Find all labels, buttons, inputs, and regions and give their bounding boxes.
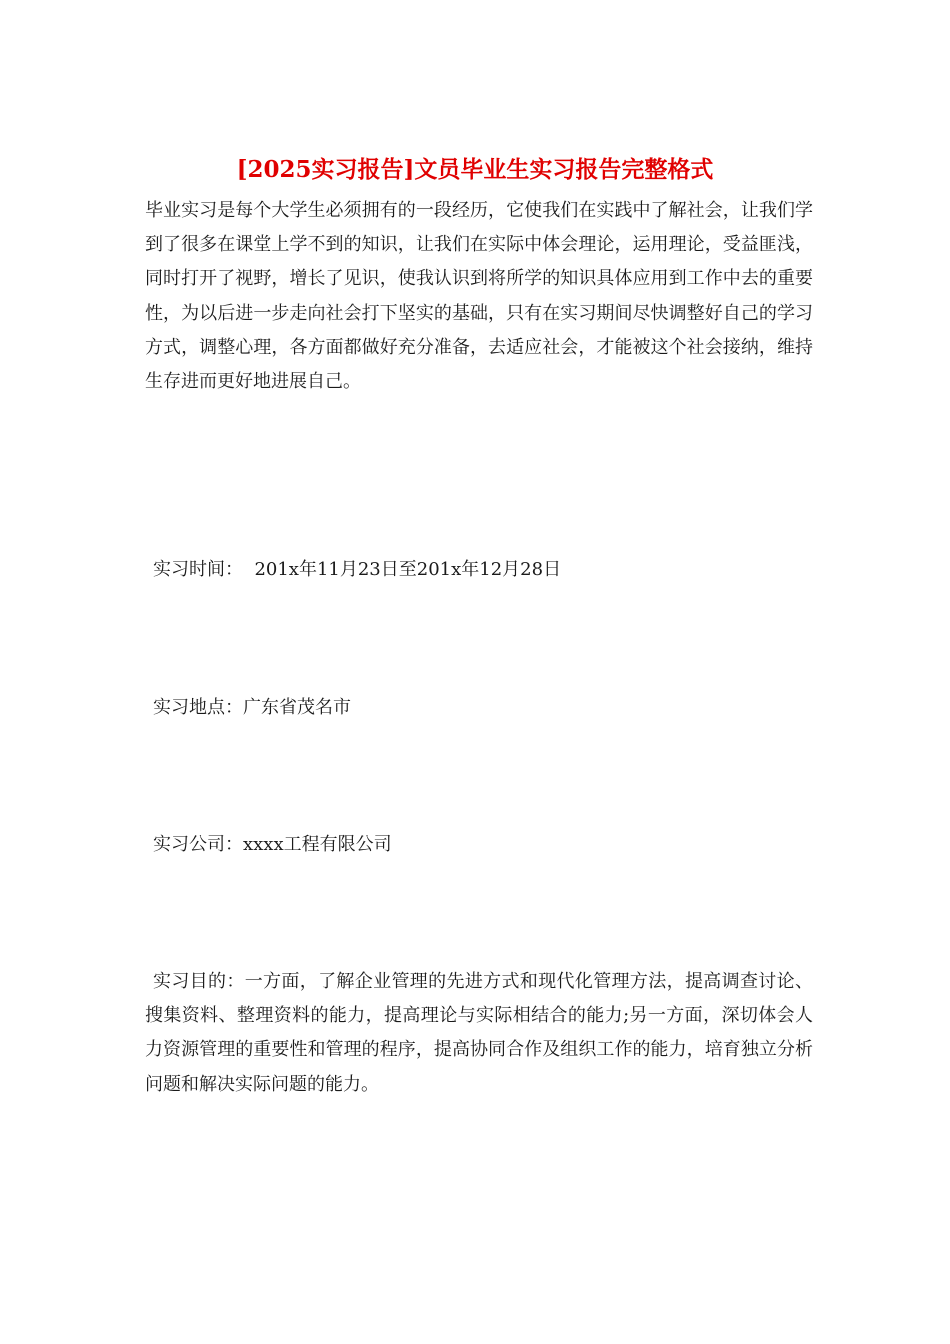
document-title: [2025实习报告]文员毕业生实习报告完整格式 bbox=[236, 156, 714, 183]
internship-company: 实习公司：xxxx工程有限公司 bbox=[153, 834, 392, 855]
internship-place: 实习地点：广东省茂名市 bbox=[153, 697, 351, 718]
internship-purpose: 实习目的：一方面，了解企业管理的先进方式和现代化管理方法，提高调查讨论、搜集资料、整理资料的能力，提高理论与实际相结合的能力;另一方面，深切体会人力资源管理的重要性和管理的程序，提高协同合作及组织工作的能力，培育独立分析问题和解决实际问题的能力。 bbox=[145, 971, 813, 1095]
internship-time: 实习时间： 201x年11月23日至201x年12月28日 bbox=[153, 559, 562, 580]
intro-paragraph: 毕业实习是每个大学生必须拥有的一段经历，它使我们在实践中了解社会，让我们学到了很多在课堂上学不到的知识，让我们在实际中体会理论，运用理论，受益匪浅，同时打开了视野，增长了见识，使我认识到将所学的知识具体应用到工作中去的重要性，为以后进一步走向社会打下坚实的基础，只有在实习期间尽快调整好自己的学习方式，调整心理，各方面都做好充分准备，去适应社会，才能被这个社会接纳，维持生存进而更好地进展自己。 bbox=[145, 200, 813, 393]
